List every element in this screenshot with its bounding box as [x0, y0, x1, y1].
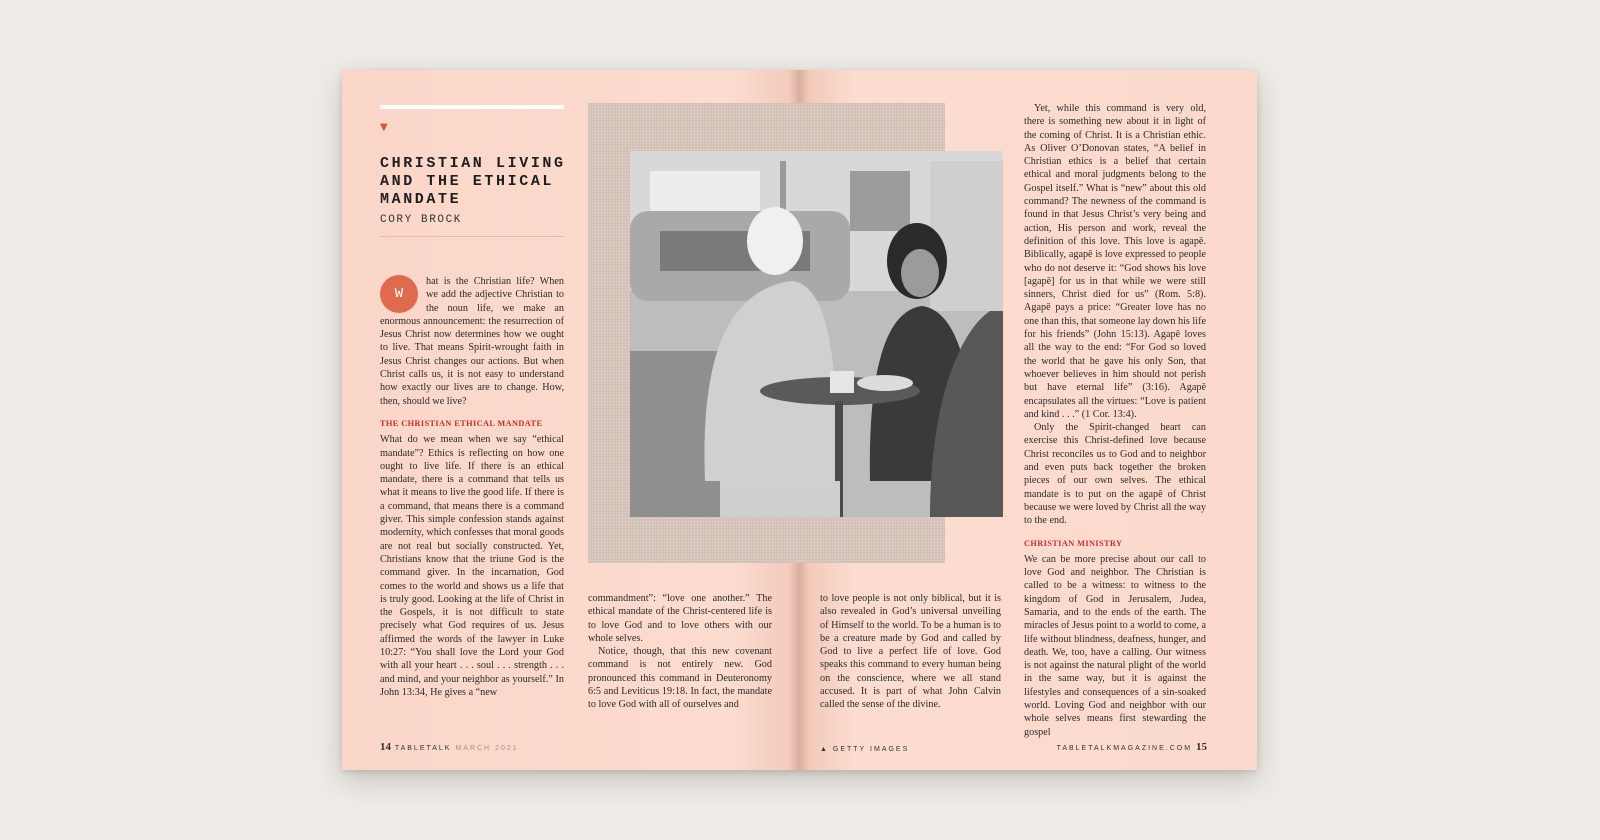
magazine-site: TABLETALKMAGAZINE.COM: [1056, 745, 1193, 752]
page-number: 14: [380, 741, 391, 753]
body-paragraph: We can be more precise about our call to love God and neighbor. The Christian is called to be a witness: to witness to the kingdom of God in Jerusalem, Judea, Samaria, and to the ends of the earth. The miracles of Jesus point to a world to come, a life without blindness, deafness, hunger, and death. We, too, have a calling. Our witness is not against the natural plight of the world in the same way, but it is against the lifestyles and consequences of a sin-soaked world. Loving God and neighbor with our whole selves means first stewarding the gospel: [1024, 553, 1206, 738]
issue-date: MARCH 2021: [455, 745, 519, 752]
title-divider: [380, 236, 564, 237]
magazine-name: TABLETALK: [394, 745, 452, 752]
photo-credit: [820, 746, 909, 753]
subhead-christian-ministry: CHRISTIAN MINISTRY: [1024, 538, 1123, 548]
article-title: CHRISTIAN LIVING AND THE ETHICAL MANDATE: [380, 155, 566, 208]
right-column-2: [1024, 102, 1206, 739]
left-page-footer: [380, 741, 519, 753]
caret-up-icon: ▲: [820, 746, 829, 753]
left-column-2: [588, 592, 772, 712]
article-author: CORY BROCK: [380, 214, 463, 226]
body-paragraph: What do we mean when we say “ethical mandate”? Ethics is reflecting on how one ought to live life. If there is an ethical mandate, there is a command that tells us what it means to live the good life. If there is a command, that means there is a command giver. This simple confession stands against modernity, which confesses that moral goods are not real but socially constructed. Yet, Christians know that the triune God is the command giver. In the incarnation, God comes to the world and shows us a life that is truly good. Looking at the life of Christ in the Gospels, it is not difficult to state precisely what God requires of us. Jesus affirmed the words of the lawyer in Luke 10:27: “You shall love the Lord your God with all your heart . . . soul . . . strength . . . and mind, and your neighbor as yourself.” In John 13:34, He gives a “new: [380, 434, 564, 698]
body-paragraph: to love people is not only biblical, but it is also revealed in God’s universal unveiling of Himself to the world. To be a human is to be a creature made by God and called by God to live a perfect life of love. God speaks this command to every human being on the conscience, where we all stand accused. It is part of what John Calvin called the sense of the divine.: [820, 593, 1001, 711]
right-page-footer: [1057, 741, 1207, 753]
body-paragraph: Only the Spirit-changed heart can exercise this Christ-defined love because Christ reconciles us to God and to neighbor and even puts back together the broken pieces of our own selves. The ethical mandate is to put on the agapē of Christ because we were loved by Christ all the way to the end.: [1024, 422, 1206, 527]
drop-cap: W: [380, 275, 418, 313]
credit-text: GETTY IMAGES: [832, 746, 910, 753]
right-column-1: [820, 592, 1001, 712]
page-number: 15: [1196, 741, 1207, 753]
intro-paragraph: hat is the Christian life? When we add the adjective Christian to the noun life, we make an enormous announcement: the resurrection of Jesus Christ now determines how we ought to live. That means Spirit-wrought faith in Jesus Christ changes our actions. But when Christ calls us, it is not easy to understand how exactly our lives are to change. How, then, should we live?: [380, 276, 564, 407]
cafe-photo: [630, 151, 1003, 517]
subhead-ethical-mandate: THE CHRISTIAN ETHICAL MANDATE: [380, 418, 543, 428]
body-paragraph: Yet, while this command is very old, there is something new about it in light of the coming of Christ. It is a Christian ethic. As Oliver O’Donovan states, “A belief in Christian ethics is a belief that certain ethical and moral judgments belong to the Gospel itself.” What is “new” about this old command? The newness of the command is found in that Jesus Christ’s very being and action, His person and work, reveal the definition of this love. This love is agapē. Biblically, agapē is love expressed to people who do not deserve it: “God shows his love [agapē] for us in that while we were still sinners, Christ died for us” (Rom. 5:8). Agapē pays a price: “Greater love has no one than this, that someone lay down his life for his friends” (John 15:13). Agapē loves all the way to the end: “For God so loved the world that he gave his only Son, that whoever believes in him should not perish but have eternal life” (3:16). Agapē encapsulates all the virtues: “Love is patient and kind . . .” (1 Cor. 13:4).: [1024, 103, 1206, 420]
title-top-rule: [380, 105, 564, 109]
left-column-1: [380, 275, 564, 699]
cafe-photo-illustration: [630, 151, 1003, 517]
body-paragraph: commandment”: “love one another.” The ethical mandate of the Christ-centered life is to love God and to love others with our whole selves.: [588, 593, 772, 644]
triangle-down-icon: ▼: [380, 122, 388, 133]
magazine-spread: [342, 70, 1257, 770]
body-paragraph: Notice, though, that this new covenant command is not entirely new. God pronounced this command in Deuteronomy 6:5 and Leviticus 19:18. In fact, the mandate to love God with all of ourselves and: [588, 646, 772, 711]
